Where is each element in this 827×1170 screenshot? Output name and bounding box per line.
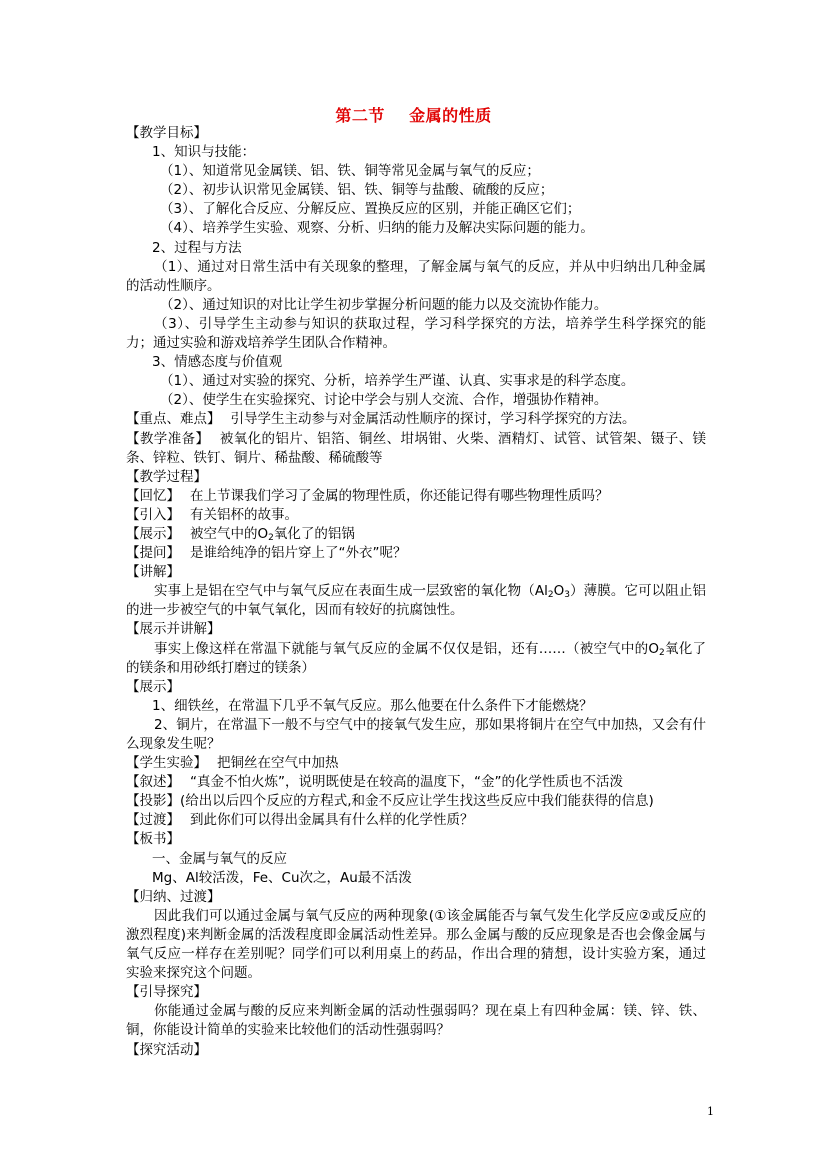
subsection-process: 2、过程与方法 xyxy=(152,239,242,256)
subscript: 2 xyxy=(268,532,274,543)
explain-text-o: O xyxy=(553,583,565,600)
summary-paragraph: 因此我们可以通过金属与氧气反应的两种现象(①该金属能否与氧气发生化学反应②或反应的激烈程度)来判断金属的活泼程度即金属活动性差异。那么金属与酸的反应现象是否也会像金属与氧气反应一样存在差别呢？同学们可以利用桌上的药品，作出合理的猜想，设计实验方案，通过实验来探究这个问题。 xyxy=(126,907,706,982)
preparation-label: 【教学准备】 xyxy=(126,430,210,447)
board-item: Mg、Al较活泼，Fe、Cu次之，Au最不活泼 xyxy=(152,869,412,886)
subscript: 2 xyxy=(547,590,554,601)
preparation-line xyxy=(126,430,706,468)
section-header-explain: 【讲解】 xyxy=(126,564,180,581)
show-explain-paragraph xyxy=(126,640,706,678)
section-header-activity: 【探究活动】 xyxy=(126,1041,207,1058)
goal-item: （1）、通过对日常生活中有关现象的整理，了解金属与氧气的反应，并从中归纳出几种金属的活动性顺序。 xyxy=(126,258,706,294)
document-body xyxy=(126,124,706,1060)
preparation-text: 被氧化的铝片、铝箔、铜丝、坩埚钳、火柴、酒精灯、试管、试管架、镊子、镁条、锌粒、铁钉、铜片、稀盐酸、稀硫酸等 xyxy=(126,430,707,466)
experiment-line xyxy=(126,754,706,773)
section-header-process: 【教学过程】 xyxy=(126,468,207,485)
narration-line xyxy=(126,773,706,792)
explain-paragraph xyxy=(126,582,706,620)
goal-item: （4）、培养学生实验、观察、分析、归纳的能力及解决实际问题的能力。 xyxy=(160,220,594,237)
explain-text-end: ）薄膜。它可以阻止铝的进一步被空气的中氧气氧化，因而有较好的抗腐蚀性。 xyxy=(126,583,706,619)
goal-item: （1）、通过对实验的探究、分析，培养学生严谨、认真、实事求是的科学态度。 xyxy=(160,373,635,390)
recall-text: 在上节课我们学习了金属的物理性质，你还能记得有哪些物理性质吗？ xyxy=(190,487,609,504)
transition-label: 【过渡】 xyxy=(126,812,180,829)
recall-label: 【回忆】 xyxy=(126,487,180,504)
goal-item: （3）、了解化合反应、分解反应、置换反应的区别，并能正确区它们； xyxy=(160,201,581,218)
recall-line xyxy=(126,487,706,506)
section-header-summary: 【归纳、过渡】 xyxy=(126,888,221,905)
projection-text: (给出以后四个反应的方程式,和金不反应让学生找这些反应中我们能获得的信息) xyxy=(180,793,654,810)
show-explain-text-end: 氧化了的镁条和用砂纸打磨过的镁条） xyxy=(126,640,707,676)
section-header-guide: 【引导探究】 xyxy=(126,984,207,1001)
show-line xyxy=(126,525,706,544)
experiment-label: 【学生实验】 xyxy=(126,755,207,772)
intro-text: 有关铝杯的故事。 xyxy=(190,506,298,523)
subscript: 2 xyxy=(659,647,665,658)
goal-item: （2）、使学生在实验探究、讨论中学会与别人交流、合作，增强协作精神。 xyxy=(160,392,608,409)
page-number: 1 xyxy=(707,1105,714,1118)
section-header-board: 【板书】 xyxy=(126,831,180,848)
key-points-label: 【重点、难点】 xyxy=(126,411,221,428)
intro-line xyxy=(126,506,706,525)
show-label: 【展示】 xyxy=(126,525,180,542)
goal-item: （2）、初步认识常见金属镁、铝、铁、铜等与盐酸、硫酸的反应； xyxy=(160,182,554,199)
key-points-text: 引导学生主动参与对金属活动性顺序的探讨，学习科学探究的方法。 xyxy=(230,411,636,428)
experiment-text: 把铜丝在空气中加热 xyxy=(217,755,339,772)
narration-text: “真金不怕火炼”，说明既使是在较高的温度下，“金”的化学性质也不活泼 xyxy=(190,774,623,791)
show-item: 2、铜片，在常温下一般不与空气中的接氧气发生应，那如果将铜片在空气中加热，又会有什么现象发生呢？ xyxy=(126,716,706,752)
section-header-show-explain: 【展示并讲解】 xyxy=(126,621,221,638)
transition-line xyxy=(126,811,706,830)
show-text-end: 氧化了的铝锅 xyxy=(273,525,355,542)
explain-text: 实事上是铝在空气中与氧气反应在表面生成一层致密的氧化物（Al xyxy=(154,583,548,600)
show-explain-text: 事实上像这样在常温下就能与氧气反应的金属不仅仅是铝，还有……（被空气中的O xyxy=(154,640,660,657)
projection-label: 【投影】 xyxy=(126,793,180,810)
question-line xyxy=(126,544,706,563)
projection-line xyxy=(126,792,706,811)
show-text: 被空气中的O xyxy=(190,525,269,542)
key-points-line xyxy=(126,410,706,429)
intro-label: 【引入】 xyxy=(126,506,180,523)
goal-item: （3）、引导学生主动参与知识的获取过程，学习科学探究的方法，培养学生科学探究的能力；通过实验和游戏培养学生团队合作精神。 xyxy=(126,315,706,352)
section-header-show: 【展示】 xyxy=(126,678,180,695)
goal-item: （2）、通过知识的对比让学生初步掌握分析问题的能力以及交流协作能力。 xyxy=(160,296,608,313)
subsection-knowledge: 1、知识与技能： xyxy=(152,144,256,161)
show-item: 1、细铁丝，在常温下几乎不氧气反应。那么他要在什么条件下才能燃烧？ xyxy=(152,697,593,714)
guide-paragraph: 你能通过金属与酸的反应来判断金属的活动性强弱吗？现在桌上有四种金属：镁、锌、铁、铜，你能设计简单的实验来比较他们的活动性强弱吗？ xyxy=(126,1003,706,1039)
subscript: 3 xyxy=(564,590,570,601)
goal-item: （1）、知道常见金属镁、铝、铁、铜等常见金属与氧气的反应； xyxy=(160,163,540,180)
page-title: 第二节 金属的性质 xyxy=(335,106,492,125)
transition-text: 到此你们可以得出金属具有什么样的化学性质？ xyxy=(190,812,474,829)
narration-label: 【叙述】 xyxy=(126,774,180,791)
section-header-goals: 【教学目标】 xyxy=(126,125,207,141)
question-label: 【提问】 xyxy=(126,545,180,562)
subsection-attitude: 3、情感态度与价值观 xyxy=(152,354,283,371)
board-item: 一、金属与氧气的反应 xyxy=(152,850,287,867)
question-text: 是谁给纯净的铝片穿上了“外衣”呢？ xyxy=(190,545,407,562)
